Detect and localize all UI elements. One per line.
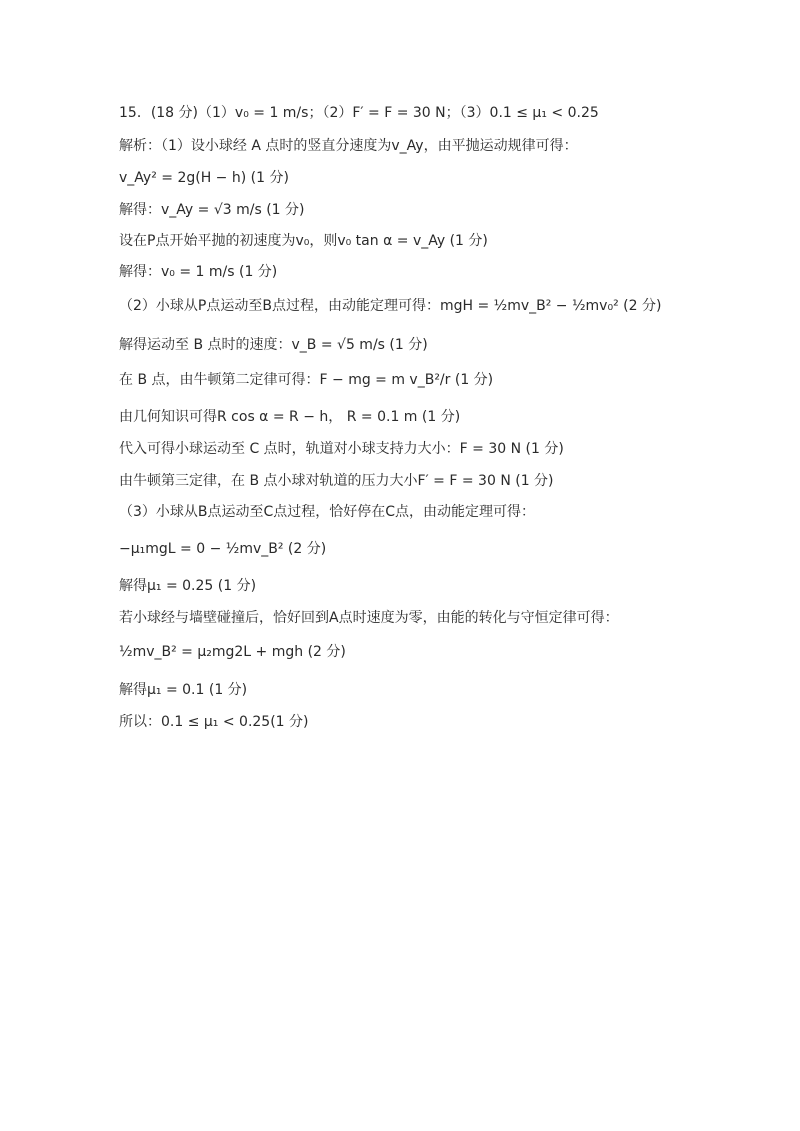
text-line: 设在P点开始平抛的初速度为v₀，则v₀ tan α = v_Ay (1 分)	[119, 233, 488, 249]
conclusion-line: 所以：0.1 ≤ μ₁ < 0.25(1 分)	[119, 714, 309, 730]
text-line: 由几何知识可得R cos α = R − h， R = 0.1 m (1 分)	[119, 409, 461, 425]
equation-line: ½mv_B² = μ₂mg2L + mgh (2 分)	[119, 644, 346, 660]
result-line: 解得：v₀ = 1 m/s (1 分)	[119, 264, 278, 280]
text-line: 由牛顿第三定律，在 B 点小球对轨道的压力大小F′ = F = 30 N (1 分)	[119, 473, 554, 489]
result-line: 解得μ₁ = 0.25 (1 分)	[119, 578, 257, 594]
equation-line: 在 B 点，由牛顿第二定律可得：F − mg = m v_B²/r (1 分)	[119, 372, 494, 388]
result-line: 解得μ₁ = 0.1 (1 分)	[119, 682, 248, 698]
equation-line: −μ₁mgL = 0 − ½mv_B² (2 分)	[119, 541, 327, 557]
result-line: 解得运动至 B 点时的速度：v_B = √5 m/s (1 分)	[119, 337, 428, 353]
part-3-line: （3）小球从B点运动至C点过程，恰好停在C点，由动能定理可得：	[119, 504, 536, 520]
solution-intro-line: 解析：（1）设小球经 A 点时的竖直分速度为v_Ay，由平抛运动规律可得：	[119, 138, 578, 154]
text-line: 若小球经与墙壁碰撞后，恰好回到A点时速度为零，由能的转化与守恒定律可得：	[119, 610, 619, 626]
result-line: 解得：v_Ay = √3 m/s (1 分)	[119, 202, 305, 218]
part-2-line: （2）小球从P点运动至B点过程，由动能定理可得：mgH = ½mv_B² − ½mv₀² (2 分)	[119, 298, 662, 314]
equation-line: v_Ay² = 2g(H − h) (1 分)	[119, 170, 289, 186]
text-line: 代入可得小球运动至 C 点时，轨道对小球支持力大小：F = 30 N (1 分)	[119, 441, 564, 457]
answer-summary-line: 15．(18 分)（1）v₀ = 1 m/s；（2）F′ = F = 30 N；（3）0.1 ≤ μ₁ < 0.25	[119, 105, 599, 121]
